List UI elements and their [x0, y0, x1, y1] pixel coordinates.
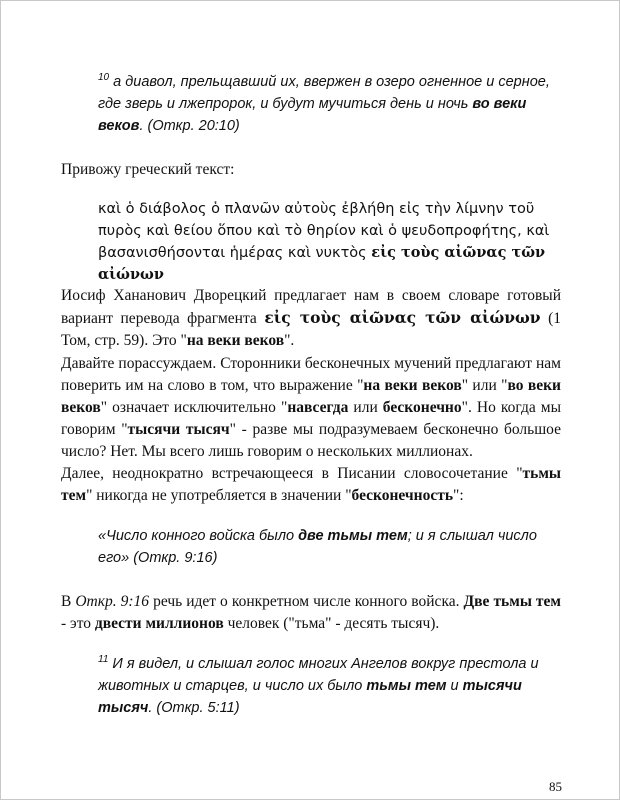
emphasis-text: две тьмы тем [298, 528, 408, 544]
text-run: И я видел, и слышал голос многих Ангелов вокруг престола и животных и старцев, и число их было [98, 656, 539, 694]
text-run: " означает исключительно " [100, 399, 288, 416]
emphasis-text: бесконечность [351, 487, 454, 504]
emphasis-text: во веки веков [98, 96, 527, 134]
emphasis-text: εἰς τοὺς αἰῶνας τῶν αἰώνων [264, 308, 541, 327]
text-run: человек ("тьма" - десять тысяч). [223, 615, 440, 632]
text-run: Откр. 9:16 [75, 593, 150, 610]
text-run: Иосиф Хананович Дворецкий предлагает нам в своем словаре готовый вариант перевода фрагмента [61, 287, 561, 327]
text-run: речь идет о конкретном числе конного войска. [149, 593, 464, 610]
text-run: а диавол, прельщавший их, ввержен в озеро огненное и серное, где зверь и лжепророк, и будут мучиться день и ночь [98, 74, 550, 112]
emphasis-text: навсегда [287, 399, 349, 416]
text-run: " или " [461, 377, 508, 394]
verse-number: 10 [98, 72, 110, 84]
para-dvoretsky [61, 285, 561, 352]
emphasis-text: тысячи тысяч [127, 421, 230, 438]
emphasis-text: на веки веков [186, 332, 285, 349]
quote-rev-9-16 [98, 525, 568, 569]
para-rev-9-16 [61, 591, 561, 635]
text-run: Давайте порассуждаем. Сторонники бесконечных мучений предлагают нам поверить им на слово в том, что выражение " [61, 355, 561, 394]
intro-greek [61, 159, 561, 181]
emphasis-text: Две тьмы тем [463, 593, 561, 610]
verse-number: 11 [98, 654, 109, 666]
emphasis-text: во веки веков [61, 377, 561, 416]
text-run: или [348, 399, 383, 416]
text-run: Привожу греческий текст: [61, 161, 235, 178]
text-run: ": [453, 487, 464, 504]
emphasis-text: тьмы тем [366, 678, 447, 694]
text-run: «Число конного войска было [98, 528, 299, 544]
text-run: ". Но когда мы говорим " [61, 399, 561, 438]
emphasis-text: εἰς τοὺς αἰῶνας τῶν αἰώνων [98, 244, 546, 283]
emphasis-text: на веки веков [363, 377, 462, 394]
text-run: и [446, 678, 463, 694]
emphasis-text: двести миллионов [94, 615, 224, 632]
text-run: - это [61, 615, 95, 632]
text-run: Далее, неоднократно встречающееся в Писании словосочетание " [61, 465, 523, 482]
emphasis-text: бесконечно [382, 399, 462, 416]
text-run: " никогда не употребляется в значении " [86, 487, 352, 504]
text-run: . (Откр. 5:11) [148, 700, 240, 716]
page-number: 85 [549, 779, 562, 794]
text-run: καὶ ὁ διάβολος ὁ πλανῶν αὐτοὺς ἐβλήθη εἰς τὴν λίμνην τοῦ πυρὸς καὶ θείου ὅπου καὶ τὸ θηρίον καὶ ὁ ψευδοπροφήτης, καὶ βασανισθήσονται ἡμέρας καὶ νυκτὸς [98, 201, 550, 261]
emphasis-text: тысячи тысяч [98, 678, 522, 716]
para-reason [61, 353, 561, 463]
text-run: (1 Том, стр. 59). Это " [61, 310, 562, 349]
greek-text [98, 198, 568, 286]
emphasis-text: тьмы тем [61, 465, 561, 504]
text-run: ". [284, 332, 295, 349]
text-run: . (Откр. 20:10) [139, 118, 240, 134]
text-run: В [61, 593, 76, 610]
text-run: " - разве мы подразумеваем бесконечно большое число? Нет. Мы всего лишь говорим о нескольких миллионах. [61, 421, 561, 460]
text-run: ; и я слышал число его» (Откр. 9:16) [98, 528, 537, 566]
quote-rev-5-11 [98, 653, 568, 719]
para-tmy [61, 463, 561, 507]
quote-rev-20-10 [98, 71, 568, 137]
